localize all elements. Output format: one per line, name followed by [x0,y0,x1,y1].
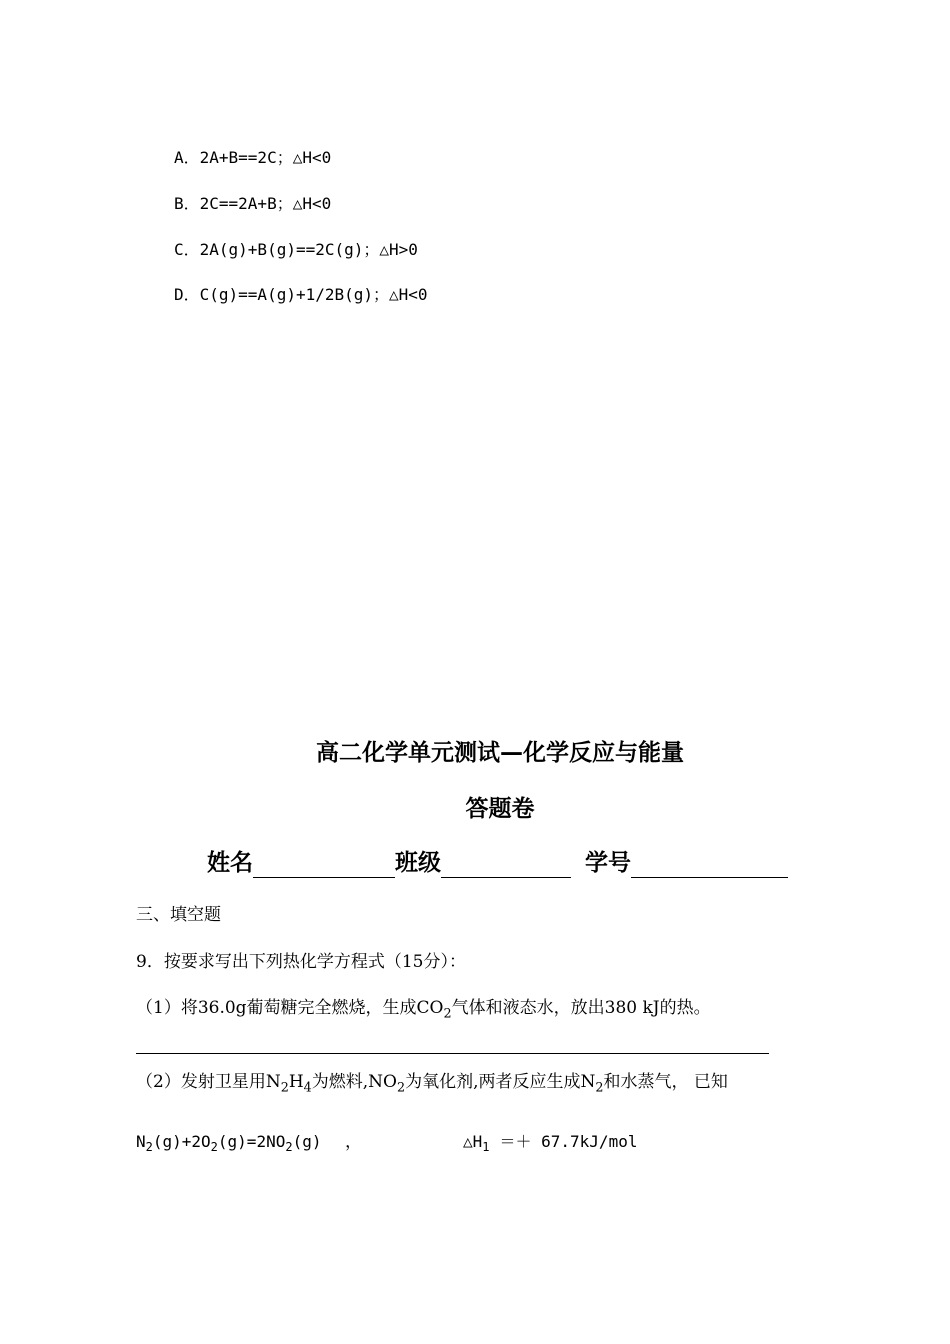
number-label: 学号 [585,850,631,876]
option-d: D．C(g)==A(g)+1/2B(g)；△H<0 [174,285,428,304]
question-9-part-1: （1）将36.0g葡萄糖完全燃烧，生成$CO_2$气体和液态水，放出380 kJ的热。 [136,998,711,1022]
enthalpy-value: $\triangle H_1 =+ 67.7kJ/mol$ [463,1132,638,1155]
option-c: C．2A(g)+B(g)==2C(g)；△H>0 [174,240,418,259]
class-blank[interactable] [441,851,571,878]
class-label: 班级 [395,850,441,876]
question-9: 9．按要求写出下列热化学方程式（15分）： [136,952,466,972]
student-info-row [207,848,788,878]
number-blank[interactable] [631,851,788,878]
name-label: 姓名 [207,850,253,876]
page-subtitle: 答题卷 [465,796,535,822]
answer-line[interactable] [136,1053,769,1054]
name-blank[interactable] [253,851,395,878]
option-a: A．2A+B==2C；△H<0 [174,148,332,167]
question-9-part-2: （2）发射卫星用$N_2H_4$为燃料$,NO_2$为氧化剂,两者反应生成$N_2$和水蒸气， 已知 [136,1072,728,1096]
equation-n2-o2: $N_2(g)+2O_2(g)=2NO_2(g)$ [136,1132,322,1155]
equation-comma: ， [345,1132,362,1152]
option-b: B．2C==2A+B；△H<0 [174,194,332,213]
page-title: 高二化学单元测试—化学反应与能量 [316,740,684,766]
section-heading: 三、填空题 [136,905,221,925]
